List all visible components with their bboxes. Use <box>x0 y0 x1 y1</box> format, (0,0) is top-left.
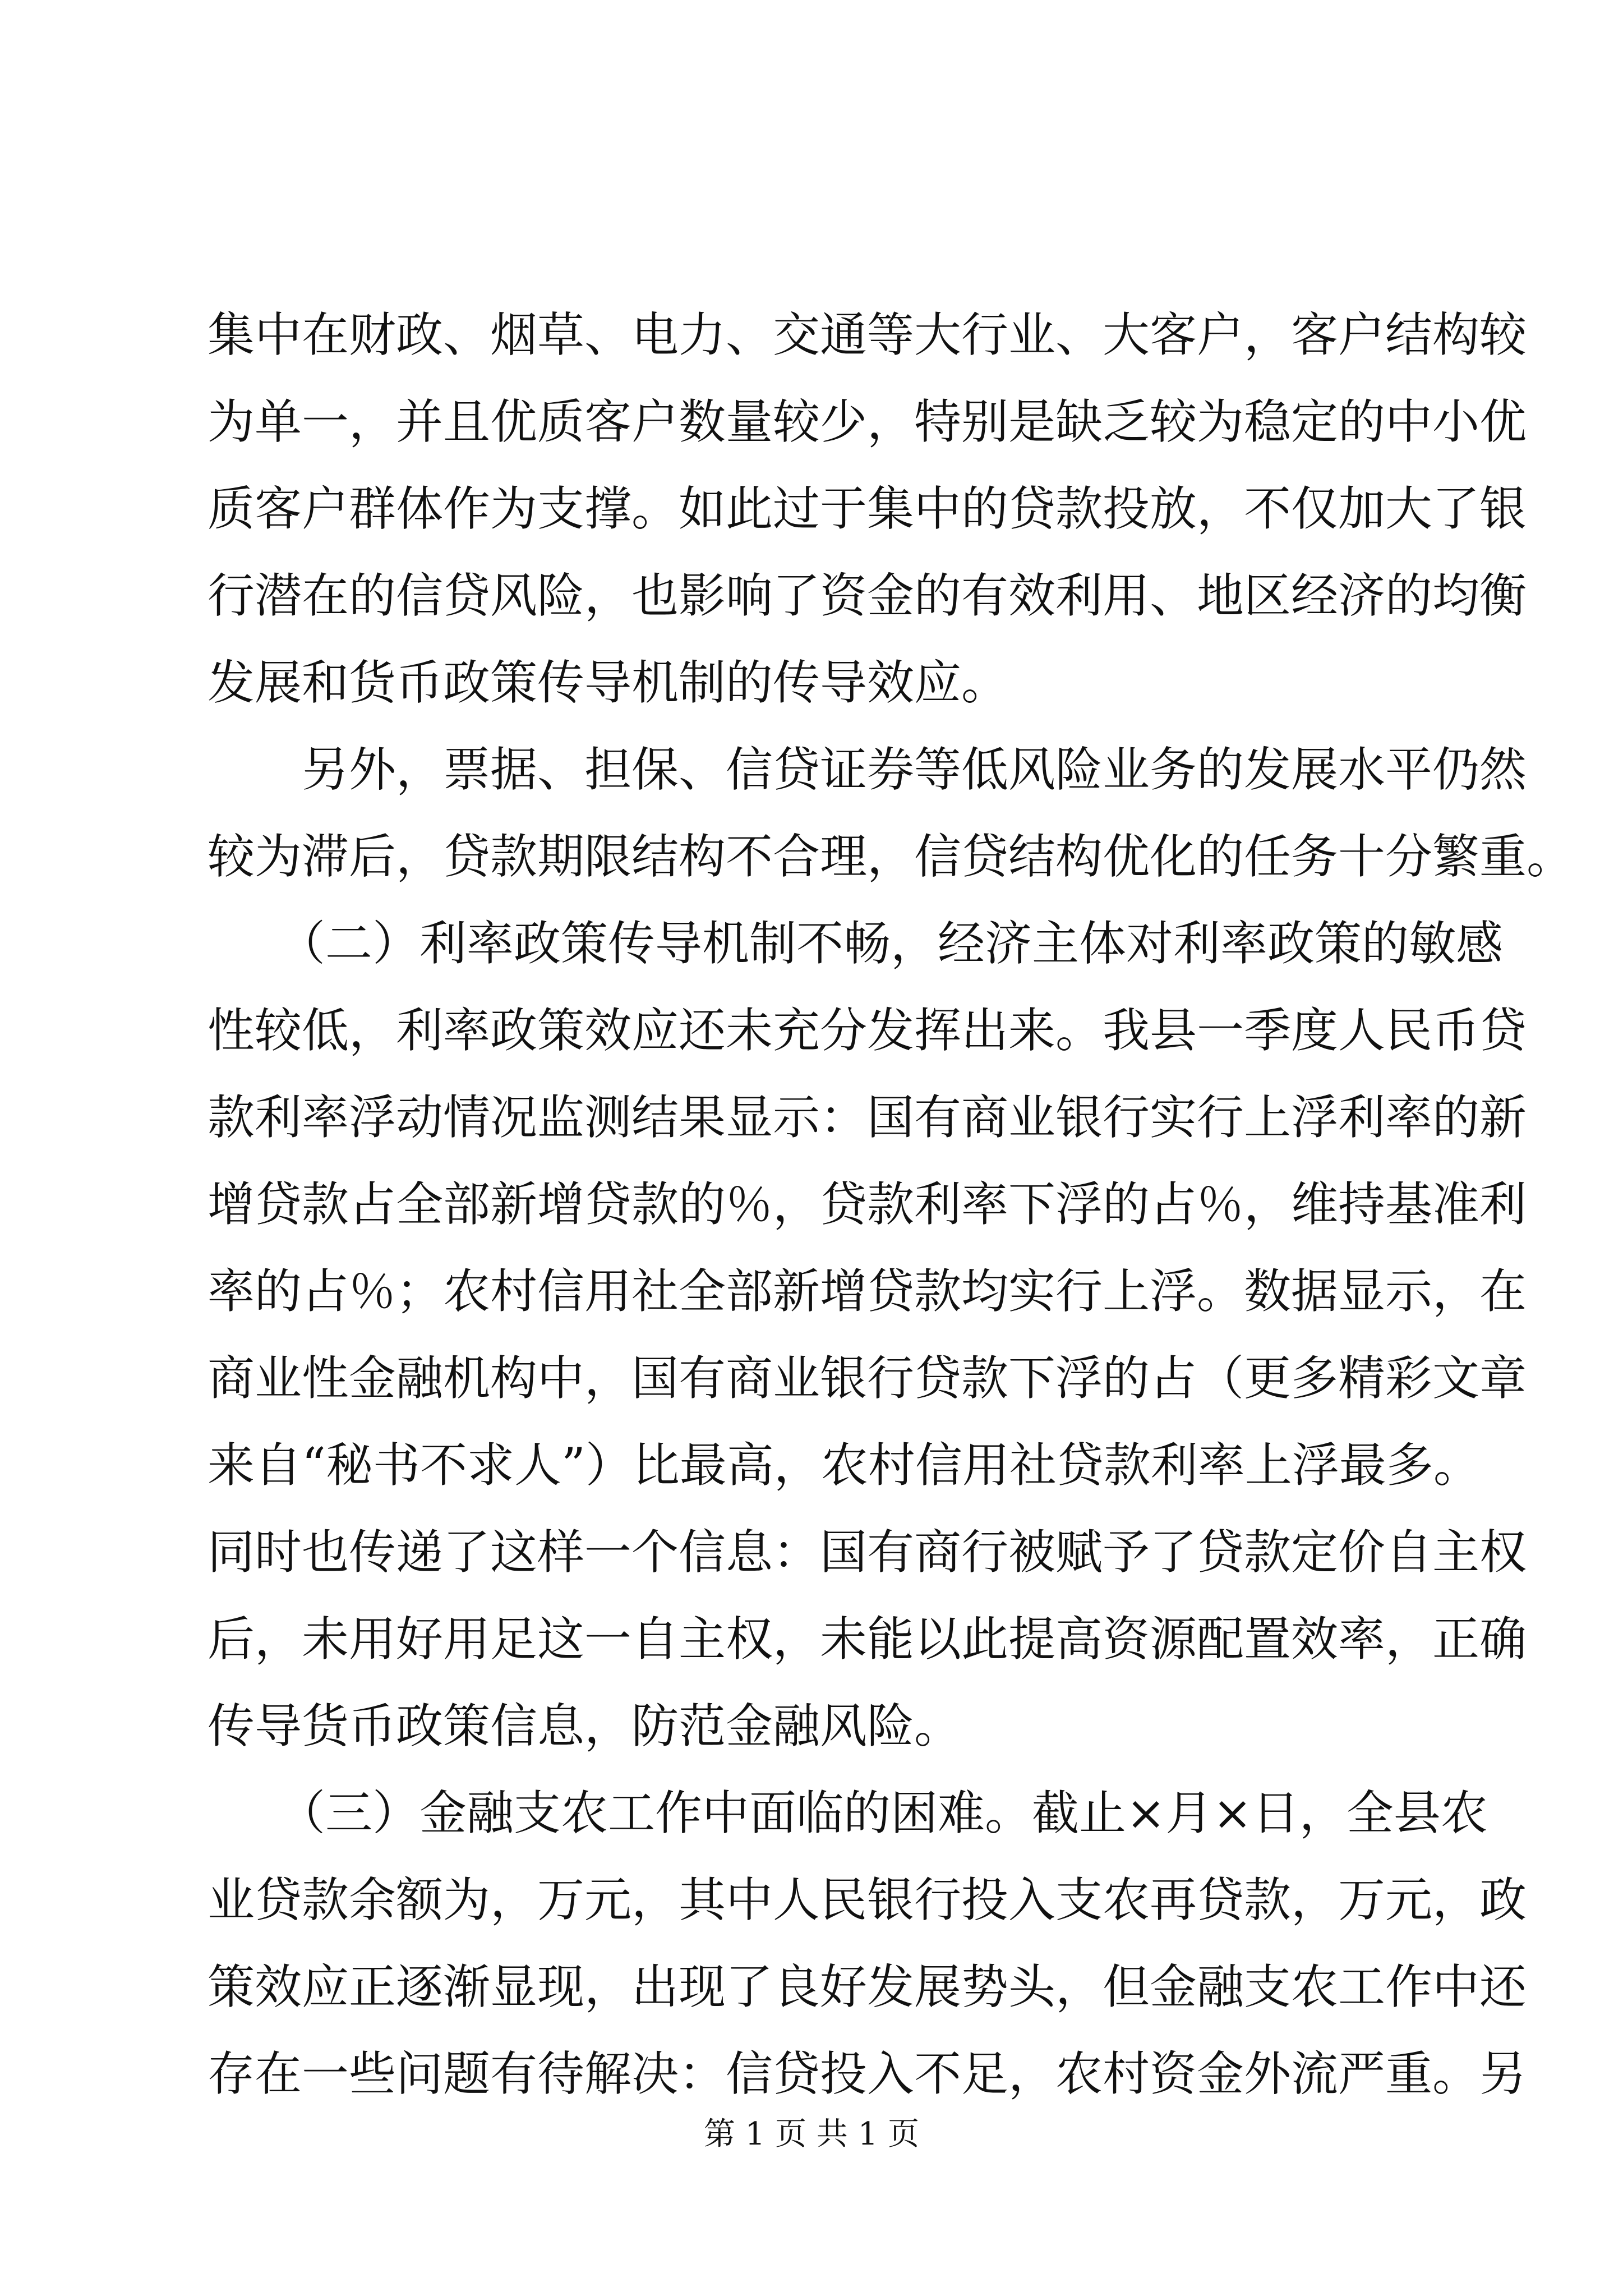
text-line: 增贷款占全部新增贷款的％，贷款利率下浮的占％，维持基准利 <box>208 1177 1527 1232</box>
text-line: 后，未用好用足这一自主权，未能以此提高资源配置效率，正确 <box>208 1612 1527 1667</box>
paragraph <box>208 1770 1527 2118</box>
text-line: 性较低，利率政策效应还未充分发挥出来。我县一季度人民币贷 <box>208 1003 1527 1058</box>
text-line: 业贷款余额为，万元，其中人民银行投入支农再贷款，万元，政 <box>208 1872 1527 1927</box>
paragraph <box>208 292 1527 726</box>
text-line: 策效应正逐渐显现，出现了良好发展势头，但金融支农工作中还 <box>208 1959 1527 2014</box>
text-line: 集中在财政、烟草、电力、交通等大行业、大客户，客户结构较 <box>208 307 1527 362</box>
paragraph <box>208 726 1574 900</box>
text-line: 传导货币政策信息，防范金融风险。 <box>208 1699 962 1754</box>
document-body <box>208 292 1574 2118</box>
text-line: 来自“秘书不求人”）比最高，农村信用社贷款利率上浮最多。 <box>208 1438 1481 1493</box>
text-line: 行潜在的信贷风险，也影响了资金的有效利用、地区经济的均衡 <box>208 568 1527 623</box>
text-line: 质客户群体作为支撑。如此过于集中的贷款投放，不仅加大了银 <box>208 481 1527 536</box>
text-line: 商业性金融机构中，国有商业银行贷款下浮的占（更多精彩文章 <box>208 1351 1527 1406</box>
text-line: 存在一些问题有待解决：信贷投入不足，农村资金外流严重。另 <box>208 2046 1527 2101</box>
text-line: 较为滞后，贷款期限结构不合理，信贷结构优化的任务十分繁重。 <box>208 829 1574 884</box>
text-line: （二）利率政策传导机制不畅，经济主体对利率政策的敏感 <box>208 916 1504 971</box>
text-line: 另外，票据、担保、信贷证券等低风险业务的发展水平仍然 <box>208 742 1527 797</box>
text-line: （三）金融支农工作中面临的困难。截止×月×日，全县农 <box>208 1786 1488 1841</box>
text-line: 为单一，并且优质客户数量较少，特别是缺乏较为稳定的中小优 <box>208 394 1527 449</box>
paragraph <box>208 900 1527 1770</box>
text-line: 率的占％；农村信用社全部新增贷款均实行上浮。数据显示，在 <box>208 1264 1527 1319</box>
page-footer: 第 1 页 共 1 页 <box>703 2116 920 2152</box>
text-line: 发展和货币政策传导机制的传导效应。 <box>208 655 1009 710</box>
text-line: 款利率浮动情况监测结果显示：国有商业银行实行上浮利率的新 <box>208 1090 1527 1145</box>
text-line: 同时也传递了这样一个信息：国有商行被赋予了贷款定价自主权 <box>208 1525 1527 1580</box>
